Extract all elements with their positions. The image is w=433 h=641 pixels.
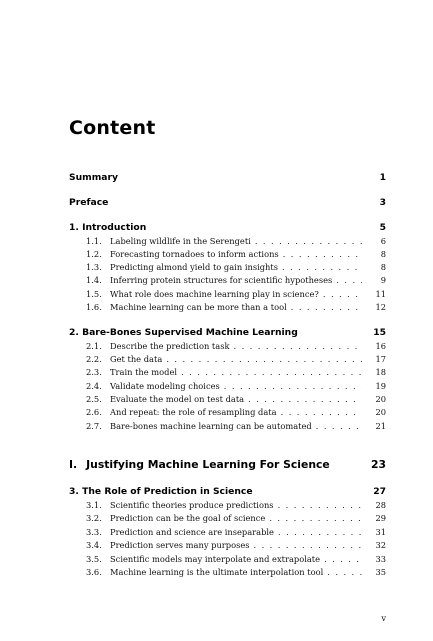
- toc-subsection-title: Machine learning can be more than a tool . . .: [110, 302, 362, 312]
- toc-subsection[interactable]: [69, 354, 386, 367]
- toc-subsection-title: Scientific theories produce predictions . . .: [110, 500, 362, 510]
- toc-subsection[interactable]: [69, 554, 386, 567]
- toc-subsection-number: 2.2.: [86, 354, 102, 364]
- toc-chapter-1[interactable]: [69, 222, 386, 235]
- toc-subsection-title: Prediction and science are inseparable . . .: [110, 527, 362, 537]
- toc-chapter-label: 2. Bare-Bones Supervised Machine Learning: [69, 327, 298, 338]
- toc-page-number: 8: [380, 262, 386, 272]
- toc-subsection[interactable]: [69, 249, 386, 262]
- toc-subsection[interactable]: [69, 367, 386, 380]
- toc-subsection[interactable]: [69, 381, 386, 394]
- toc-subsection[interactable]: [69, 275, 386, 288]
- toc-subsection-title: Describe the prediction task . . .: [110, 341, 362, 351]
- toc-subsection[interactable]: [69, 407, 386, 420]
- toc-subsection-number: 1.1.: [86, 236, 102, 246]
- toc-page-number: 32: [375, 540, 386, 550]
- toc-page-number: 3: [379, 197, 386, 208]
- toc-subsection-title: Train the model . . .: [110, 367, 362, 377]
- toc-subsection-number: 3.4.: [86, 540, 102, 550]
- toc-subsection[interactable]: [69, 567, 386, 580]
- page-title: Content: [69, 117, 156, 139]
- toc-subsection-number: 3.2.: [86, 513, 102, 523]
- toc-page-number: 12: [375, 302, 386, 312]
- toc-page-number: 20: [375, 407, 386, 417]
- toc-entry-label: Preface: [69, 197, 109, 208]
- toc-subsection-number: 2.3.: [86, 367, 102, 377]
- toc-subsection[interactable]: [69, 394, 386, 407]
- toc-page-number: 20: [375, 394, 386, 404]
- toc-page-number: 9: [380, 275, 386, 285]
- toc-subsection[interactable]: [69, 236, 386, 249]
- toc-subsection[interactable]: [69, 302, 386, 315]
- toc-subsection-title: Inferring protein structures for scientific hypotheses . . .: [110, 275, 362, 285]
- toc-subsection-title: Labeling wildlife in the Serengeti . . .: [110, 236, 362, 246]
- toc-subsection-title: Machine learning is the ultimate interpolation tool . . .: [110, 567, 362, 577]
- toc-page-number: 17: [375, 354, 386, 364]
- toc-subsection[interactable]: [69, 540, 386, 553]
- toc-subsection-title: What role does machine learning play in science? . . .: [110, 289, 362, 299]
- toc-page-number: 15: [373, 327, 386, 338]
- toc-subsection-number: 1.5.: [86, 289, 102, 299]
- toc-subsection-title: Predicting almond yield to gain insights . . .: [110, 262, 362, 272]
- toc-subsection-number: 3.1.: [86, 500, 102, 510]
- toc-entry-preface[interactable]: [69, 197, 386, 210]
- toc-part-label: [69, 458, 330, 471]
- toc-chapter-label: 3. The Role of Prediction in Science: [69, 486, 253, 497]
- toc-subsection[interactable]: [69, 421, 386, 434]
- toc-subsection-title: Bare-bones machine learning can be automated . . .: [110, 421, 362, 431]
- toc-subsection[interactable]: [69, 527, 386, 540]
- toc-page-number: 27: [373, 486, 386, 497]
- toc-subsection-title: Scientific models may interpolate and extrapolate . . .: [110, 554, 362, 564]
- toc-subsection-title: Validate modeling choices . . .: [110, 381, 362, 391]
- toc-subsection-number: 2.6.: [86, 407, 102, 417]
- toc-page-number: 1: [379, 172, 386, 183]
- toc-page-number: 31: [375, 527, 386, 537]
- toc-subsection-title: Evaluate the model on test data . . .: [110, 394, 362, 404]
- toc-page-number: 8: [380, 249, 386, 259]
- toc-subsection-title: Get the data . . .: [110, 354, 362, 364]
- toc-page-number: 5: [379, 222, 386, 233]
- toc-subsection-title: Prediction serves many purposes . . .: [110, 540, 362, 550]
- toc-subsection-number: 1.4.: [86, 275, 102, 285]
- toc-page-number: 23: [370, 458, 386, 471]
- page-number: v: [381, 613, 386, 623]
- toc-page-number: 18: [375, 367, 386, 377]
- toc-part-title: Justifying Machine Learning For Science: [86, 458, 330, 471]
- toc-page-number: 28: [375, 500, 386, 510]
- toc-chapter-label: 1. Introduction: [69, 222, 147, 233]
- toc-subsection-title: And repeat: the role of resampling data . . .: [110, 407, 362, 417]
- toc-subsection-number: 2.1.: [86, 341, 102, 351]
- toc-subsection[interactable]: [69, 341, 386, 354]
- toc-page-number: 21: [375, 421, 386, 431]
- toc-page-number: 35: [375, 567, 386, 577]
- toc-subsection-number: 2.7.: [86, 421, 102, 431]
- toc-subsection-title: Forecasting tornadoes to inform actions . . .: [110, 249, 362, 259]
- toc-subsection[interactable]: [69, 513, 386, 526]
- toc-chapter-3[interactable]: [69, 486, 386, 499]
- toc-part-1[interactable]: [69, 458, 386, 473]
- toc-subsection-number: 3.6.: [86, 567, 102, 577]
- toc-page-number: 16: [375, 341, 386, 351]
- toc-subsection[interactable]: [69, 289, 386, 302]
- toc-part-number: I.: [69, 458, 78, 471]
- toc-subsection-number: 1.3.: [86, 262, 102, 272]
- toc-subsection[interactable]: [69, 500, 386, 513]
- toc-page-number: 29: [375, 513, 386, 523]
- toc-subsection-number: 2.5.: [86, 394, 102, 404]
- toc-page-number: 6: [380, 236, 386, 246]
- toc-subsection[interactable]: [69, 262, 386, 275]
- toc-subsection-number: 1.6.: [86, 302, 102, 312]
- toc-subsection-number: 3.5.: [86, 554, 102, 564]
- toc-page-number: 11: [375, 289, 386, 299]
- toc-entry-summary[interactable]: [69, 172, 386, 185]
- toc-subsection-number: 1.2.: [86, 249, 102, 259]
- toc-chapter-2[interactable]: [69, 327, 386, 340]
- toc-entry-label: Summary: [69, 172, 119, 183]
- toc-page-number: 33: [375, 554, 386, 564]
- toc-page-number: 19: [375, 381, 386, 391]
- toc-subsection-number: 3.3.: [86, 527, 102, 537]
- toc-subsection-number: 2.4.: [86, 381, 102, 391]
- toc-subsection-title: Prediction can be the goal of science . . .: [110, 513, 362, 523]
